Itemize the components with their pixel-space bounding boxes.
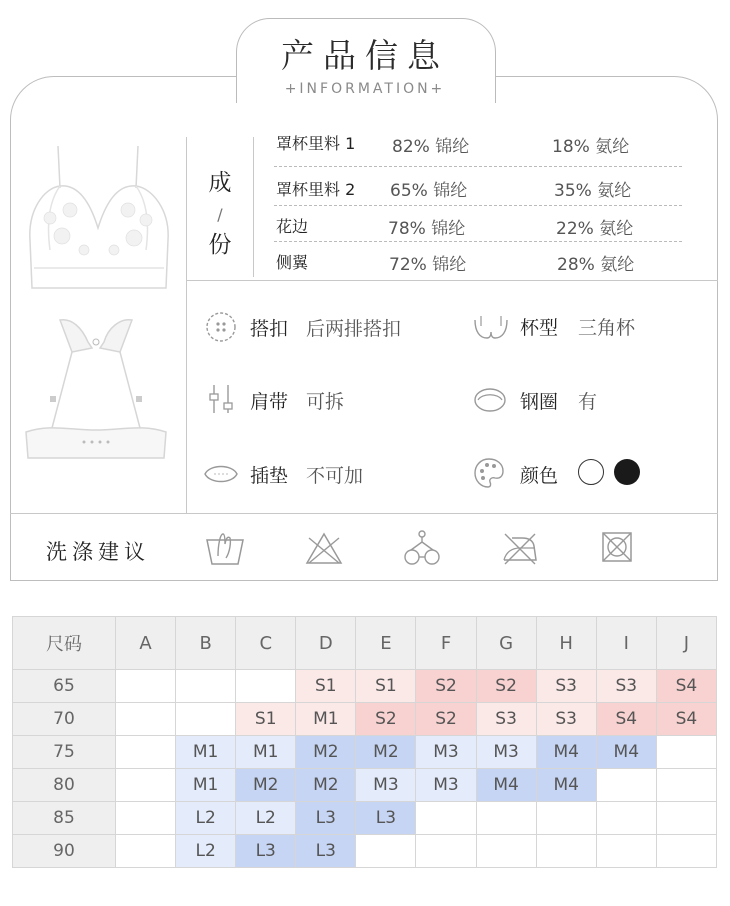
hand-wash-icon [204, 528, 246, 568]
care-divider [10, 513, 718, 514]
composition-spandex: 18% 氨纶 [552, 137, 630, 157]
clasp-icon [204, 310, 238, 344]
size-cell [116, 769, 176, 802]
size-cell: M4 [536, 736, 596, 769]
page-title: 产品信息 [281, 36, 449, 75]
size-cell: L3 [356, 802, 416, 835]
size-cell: M3 [476, 736, 536, 769]
pad-icon [202, 456, 240, 490]
size-cell: S1 [356, 670, 416, 703]
size-cell [116, 670, 176, 703]
size-cell: L3 [236, 835, 296, 868]
cup-header: I [596, 617, 656, 670]
image-divider [186, 137, 187, 513]
attr-cup-key: 杯型 [520, 317, 559, 339]
size-cell: M4 [476, 769, 536, 802]
cup-header: G [476, 617, 536, 670]
attr-strap-value: 可拆 [306, 391, 345, 413]
cup-header: C [236, 617, 296, 670]
composition-name: 罩杯里料 1 [276, 134, 356, 153]
size-cell: S2 [356, 703, 416, 736]
composition-name: 侧翼 [276, 253, 309, 272]
care-label: 洗涤建议 [46, 540, 150, 564]
size-cell: L3 [296, 802, 356, 835]
size-cell [536, 802, 596, 835]
size-cell: S2 [476, 670, 536, 703]
size-cell [476, 835, 536, 868]
size-cell: M4 [536, 769, 596, 802]
size-header-row [13, 617, 717, 670]
band-label: 85 [13, 802, 116, 835]
size-cell [596, 802, 656, 835]
size-row [13, 769, 717, 802]
composition-name: 罩杯里料 2 [276, 180, 356, 199]
size-corner: 尺码 [13, 617, 116, 670]
palette-icon [472, 456, 506, 490]
size-cell [416, 835, 476, 868]
row-separator [274, 166, 682, 167]
size-cell: L2 [176, 835, 236, 868]
size-cell: M3 [356, 769, 416, 802]
size-cell: S4 [656, 670, 716, 703]
color-swatch-black[interactable] [614, 459, 640, 485]
band-label: 65 [13, 670, 116, 703]
size-cell: M1 [176, 769, 236, 802]
size-cell: L2 [176, 802, 236, 835]
size-cell: M1 [236, 736, 296, 769]
attr-clasp-key: 搭扣 [250, 318, 289, 340]
attr-cup-value: 三角杯 [578, 317, 636, 339]
size-cell: M1 [176, 736, 236, 769]
size-cell [116, 835, 176, 868]
strap-icon [204, 382, 238, 416]
size-cell [416, 802, 476, 835]
size-cell [596, 769, 656, 802]
cup-icon [472, 310, 510, 344]
cup-header: F [416, 617, 476, 670]
size-table [12, 616, 717, 868]
attr-underwire-key: 钢圈 [520, 391, 559, 413]
size-cell: M4 [596, 736, 656, 769]
size-cell: S4 [596, 703, 656, 736]
composition-name: 花边 [276, 217, 309, 236]
band-label: 90 [13, 835, 116, 868]
cup-header: J [656, 617, 716, 670]
band-label: 75 [13, 736, 116, 769]
composition-spandex: 22% 氨纶 [556, 219, 634, 239]
size-cell: M2 [236, 769, 296, 802]
size-cell: M3 [416, 736, 476, 769]
size-cell: S1 [296, 670, 356, 703]
size-row [13, 703, 717, 736]
size-cell [116, 802, 176, 835]
row-separator [274, 241, 682, 242]
size-cell [656, 769, 716, 802]
composition-nylon: 78% 锦纶 [388, 219, 466, 239]
section-divider [186, 280, 718, 281]
size-cell [596, 835, 656, 868]
bra-front-image [20, 140, 178, 300]
size-cell: S3 [536, 670, 596, 703]
size-row [13, 736, 717, 769]
size-cell: S3 [476, 703, 536, 736]
size-cell: S4 [656, 703, 716, 736]
composition-nylon: 72% 锦纶 [389, 255, 467, 275]
color-swatch-white[interactable] [578, 459, 604, 485]
size-cell: M3 [416, 769, 476, 802]
cup-header: A [116, 617, 176, 670]
size-cell [656, 736, 716, 769]
size-cell: S2 [416, 703, 476, 736]
cup-header: D [296, 617, 356, 670]
hang-dry-icon [402, 528, 442, 568]
attr-color-key: 颜色 [520, 465, 559, 487]
band-label: 80 [13, 769, 116, 802]
size-cell: S2 [416, 670, 476, 703]
bra-back-image [20, 312, 178, 462]
row-separator [274, 205, 682, 206]
size-cell [656, 802, 716, 835]
page-subtitle: +INFORMATION+ [284, 81, 446, 97]
composition-divider [253, 137, 254, 277]
attr-pad-key: 插垫 [250, 465, 289, 487]
attr-strap-key: 肩带 [250, 391, 289, 413]
size-cell [116, 703, 176, 736]
size-cell [116, 736, 176, 769]
composition-nylon: 65% 锦纶 [390, 181, 468, 201]
attr-underwire-value: 有 [578, 391, 598, 413]
composition-spandex: 35% 氨纶 [554, 181, 632, 201]
size-cell: S1 [236, 703, 296, 736]
size-cell: M1 [296, 703, 356, 736]
size-cell: S3 [596, 670, 656, 703]
size-cell: S3 [536, 703, 596, 736]
no-tumble-dry-icon [600, 530, 634, 564]
size-cell [176, 670, 236, 703]
composition-spandex: 28% 氨纶 [557, 255, 635, 275]
no-bleach-icon [304, 530, 344, 566]
size-cell: L2 [236, 802, 296, 835]
no-iron-icon [500, 530, 540, 566]
size-cell: M2 [296, 736, 356, 769]
composition-nylon: 82% 锦纶 [392, 137, 470, 157]
size-cell [476, 802, 536, 835]
size-cell: L3 [296, 835, 356, 868]
attr-clasp-value: 后两排搭扣 [306, 318, 402, 340]
size-row [13, 802, 717, 835]
cup-header: H [536, 617, 596, 670]
size-cell: M2 [356, 736, 416, 769]
attr-pad-value: 不可加 [306, 465, 364, 487]
size-cell [176, 703, 236, 736]
cup-header: E [356, 617, 416, 670]
composition-label: 成 / 份 [208, 170, 232, 258]
size-row [13, 670, 717, 703]
size-cell [536, 835, 596, 868]
size-cell [356, 835, 416, 868]
size-cell [236, 670, 296, 703]
band-label: 70 [13, 703, 116, 736]
size-cell [656, 835, 716, 868]
size-row [13, 835, 717, 868]
cup-header: B [176, 617, 236, 670]
size-cell: M2 [296, 769, 356, 802]
underwire-icon [472, 383, 508, 417]
